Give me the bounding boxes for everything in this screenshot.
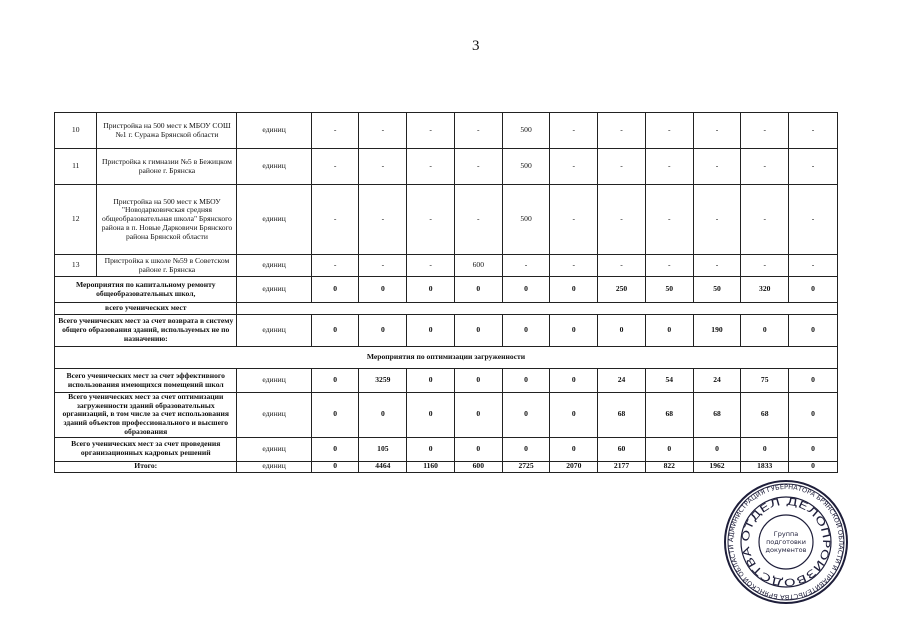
optimization-row — [55, 369, 838, 393]
value-cell: 0 — [454, 437, 502, 461]
value-cell: 0 — [502, 393, 550, 438]
value-cell: - — [454, 185, 502, 255]
row-number: 10 — [55, 113, 97, 149]
stamp-center-line-1: Группа — [773, 530, 799, 538]
value-cell: 0 — [645, 437, 693, 461]
value-cell: 50 — [693, 277, 741, 303]
optimization-label: Всего ученических мест за счет эффективного использования имеющихся помещений школ — [55, 369, 237, 393]
stamp-inner-text: ОТДЕЛ ДЕЛОПРОИЗВОДСТВА — [740, 496, 832, 588]
value-cell: - — [645, 255, 693, 277]
value-cell: - — [598, 185, 646, 255]
optimization-label: Всего ученических мест за счет проведения организационных кадровых решений — [55, 437, 237, 461]
value-cell: 75 — [741, 369, 789, 393]
value-cell: 0 — [789, 369, 838, 393]
value-cell: - — [789, 185, 838, 255]
value-cell: - — [789, 113, 838, 149]
row-number: 12 — [55, 185, 97, 255]
value-cell: - — [407, 113, 455, 149]
value-cell: 0 — [359, 277, 407, 303]
value-cell: 0 — [311, 437, 359, 461]
project-row — [55, 185, 838, 255]
total-row — [55, 461, 838, 472]
value-cell: 0 — [789, 277, 838, 303]
value-cell: - — [454, 113, 502, 149]
unit-cell: единиц — [237, 255, 311, 277]
capital-repair-label: Мероприятия по капитальному ремонту общеобразовательных школ, — [55, 277, 237, 303]
value-cell: 0 — [550, 437, 598, 461]
optimization-header: Мероприятия по оптимизации загруженности — [55, 347, 838, 369]
value-cell: - — [645, 149, 693, 185]
value-cell: 0 — [693, 437, 741, 461]
value-cell: 500 — [502, 185, 550, 255]
value-cell: 68 — [693, 393, 741, 438]
value-cell: 0 — [741, 315, 789, 347]
unit-cell: единиц — [237, 113, 311, 149]
value-cell: - — [311, 185, 359, 255]
value-cell: 1160 — [407, 461, 455, 472]
value-cell: - — [311, 113, 359, 149]
value-cell: 1962 — [693, 461, 741, 472]
value-cell: 0 — [407, 315, 455, 347]
value-cell: 0 — [311, 393, 359, 438]
value-cell: - — [407, 149, 455, 185]
value-cell: - — [598, 149, 646, 185]
value-cell: 0 — [502, 315, 550, 347]
value-cell: 0 — [454, 393, 502, 438]
value-cell: 68 — [645, 393, 693, 438]
value-cell: 0 — [454, 369, 502, 393]
value-cell: 50 — [645, 277, 693, 303]
value-cell: - — [311, 255, 359, 277]
optimization-header-row — [55, 347, 838, 369]
table-body — [55, 113, 838, 473]
value-cell: 600 — [454, 255, 502, 277]
all-places-label: всего ученических мест — [55, 303, 237, 315]
value-cell: 68 — [598, 393, 646, 438]
value-cell: 24 — [693, 369, 741, 393]
value-cell: 500 — [502, 149, 550, 185]
stamp-graphic — [722, 478, 850, 606]
value-cell: 0 — [789, 461, 838, 472]
total-label: Итого: — [55, 461, 237, 472]
unit-cell: единиц — [237, 315, 311, 347]
blank-cell — [237, 303, 838, 315]
optimization-label: Всего ученических мест за счет оптимизации загруженности зданий образовательных организаций, в том числе за счет использования зданий объектов профессионального и высшего образования — [55, 393, 237, 438]
value-cell: 0 — [407, 437, 455, 461]
value-cell: 0 — [359, 393, 407, 438]
value-cell: 24 — [598, 369, 646, 393]
value-cell: 105 — [359, 437, 407, 461]
project-name: Пристройка к гимназии №5 в Бежицком районе г. Брянска — [97, 149, 237, 185]
value-cell: 3259 — [359, 369, 407, 393]
value-cell: 2070 — [550, 461, 598, 472]
project-row — [55, 113, 838, 149]
value-cell: - — [645, 113, 693, 149]
page-number: 3 — [472, 38, 480, 54]
value-cell: - — [359, 185, 407, 255]
value-cell: - — [359, 149, 407, 185]
stamp-center-line-3: документов — [765, 546, 807, 554]
capital-repair-row — [55, 277, 838, 303]
value-cell: 0 — [454, 315, 502, 347]
value-cell: - — [550, 185, 598, 255]
value-cell: 0 — [407, 393, 455, 438]
value-cell: - — [550, 149, 598, 185]
project-name: Пристройка на 500 мест к МБОУ СОШ №1 г. Суража Брянской области — [97, 113, 237, 149]
value-cell: 0 — [311, 369, 359, 393]
value-cell: - — [359, 255, 407, 277]
official-stamp — [722, 478, 850, 611]
value-cell: - — [693, 113, 741, 149]
value-cell: 0 — [454, 277, 502, 303]
data-table — [54, 112, 838, 473]
value-cell: - — [693, 149, 741, 185]
value-cell: 60 — [598, 437, 646, 461]
unit-cell: единиц — [237, 369, 311, 393]
value-cell: 190 — [693, 315, 741, 347]
value-cell: 0 — [502, 437, 550, 461]
value-cell: 0 — [550, 315, 598, 347]
project-name: Пристройка к школе №59 в Советском районе г. Брянска — [97, 255, 237, 277]
optimization-row — [55, 393, 838, 438]
value-cell: 2725 — [502, 461, 550, 472]
stamp-outer-text: АДМИНИСТРАЦИЯ ГУБЕРНАТОРА БРЯНСКОЙ ОБЛАСТИ И ПРАВИТЕЛЬСТВА БРЯНСКОЙ ОБЛАСТИ — [727, 483, 845, 601]
value-cell: - — [645, 185, 693, 255]
value-cell: - — [502, 255, 550, 277]
value-cell: - — [598, 113, 646, 149]
value-cell: 4464 — [359, 461, 407, 472]
unit-cell: единиц — [237, 185, 311, 255]
value-cell: 0 — [789, 315, 838, 347]
unit-cell: единиц — [237, 149, 311, 185]
value-cell: 0 — [550, 369, 598, 393]
value-cell: 2177 — [598, 461, 646, 472]
value-cell: - — [693, 185, 741, 255]
value-cell: 68 — [741, 393, 789, 438]
project-row — [55, 255, 838, 277]
value-cell: 0 — [311, 461, 359, 472]
value-cell: 822 — [645, 461, 693, 472]
unit-cell: единиц — [237, 461, 311, 472]
value-cell: 0 — [407, 369, 455, 393]
value-cell: 0 — [502, 277, 550, 303]
value-cell: 0 — [407, 277, 455, 303]
value-cell: - — [407, 185, 455, 255]
value-cell: 0 — [789, 393, 838, 438]
value-cell: - — [741, 113, 789, 149]
project-name: Пристройка на 500 мест к МБОУ "Новодарковичская средняя общеобразовательная школа" Брянского района в п. Новые Дарковичи Брянского района Брянской области — [97, 185, 237, 255]
project-row — [55, 149, 838, 185]
value-cell: - — [454, 149, 502, 185]
value-cell: 0 — [502, 369, 550, 393]
unit-cell: единиц — [237, 277, 311, 303]
value-cell: - — [311, 149, 359, 185]
optimization-row — [55, 437, 838, 461]
value-cell: - — [789, 255, 838, 277]
value-cell: 0 — [598, 315, 646, 347]
value-cell: - — [741, 255, 789, 277]
value-cell: 0 — [550, 393, 598, 438]
value-cell: - — [741, 185, 789, 255]
stamp-center-line-2: подготовки — [766, 538, 806, 546]
value-cell: - — [741, 149, 789, 185]
value-cell: - — [550, 255, 598, 277]
value-cell: 0 — [645, 315, 693, 347]
value-cell: 1833 — [741, 461, 789, 472]
return-label: Всего ученических мест за счет возврата в систему общего образования зданий, используемых не по назначению: — [55, 315, 237, 347]
value-cell: - — [693, 255, 741, 277]
unit-cell: единиц — [237, 393, 311, 438]
value-cell: - — [359, 113, 407, 149]
return-row — [55, 315, 838, 347]
value-cell: 0 — [789, 437, 838, 461]
value-cell: 320 — [741, 277, 789, 303]
unit-cell: единиц — [237, 437, 311, 461]
value-cell: 0 — [311, 277, 359, 303]
value-cell: 0 — [359, 315, 407, 347]
value-cell: 500 — [502, 113, 550, 149]
row-number: 13 — [55, 255, 97, 277]
value-cell: - — [598, 255, 646, 277]
value-cell: 0 — [741, 437, 789, 461]
value-cell: - — [407, 255, 455, 277]
value-cell: 54 — [645, 369, 693, 393]
all-places-row — [55, 303, 838, 315]
value-cell: - — [550, 113, 598, 149]
value-cell: - — [789, 149, 838, 185]
value-cell: 600 — [454, 461, 502, 472]
value-cell: 0 — [311, 315, 359, 347]
value-cell: 250 — [598, 277, 646, 303]
value-cell: 0 — [550, 277, 598, 303]
row-number: 11 — [55, 149, 97, 185]
